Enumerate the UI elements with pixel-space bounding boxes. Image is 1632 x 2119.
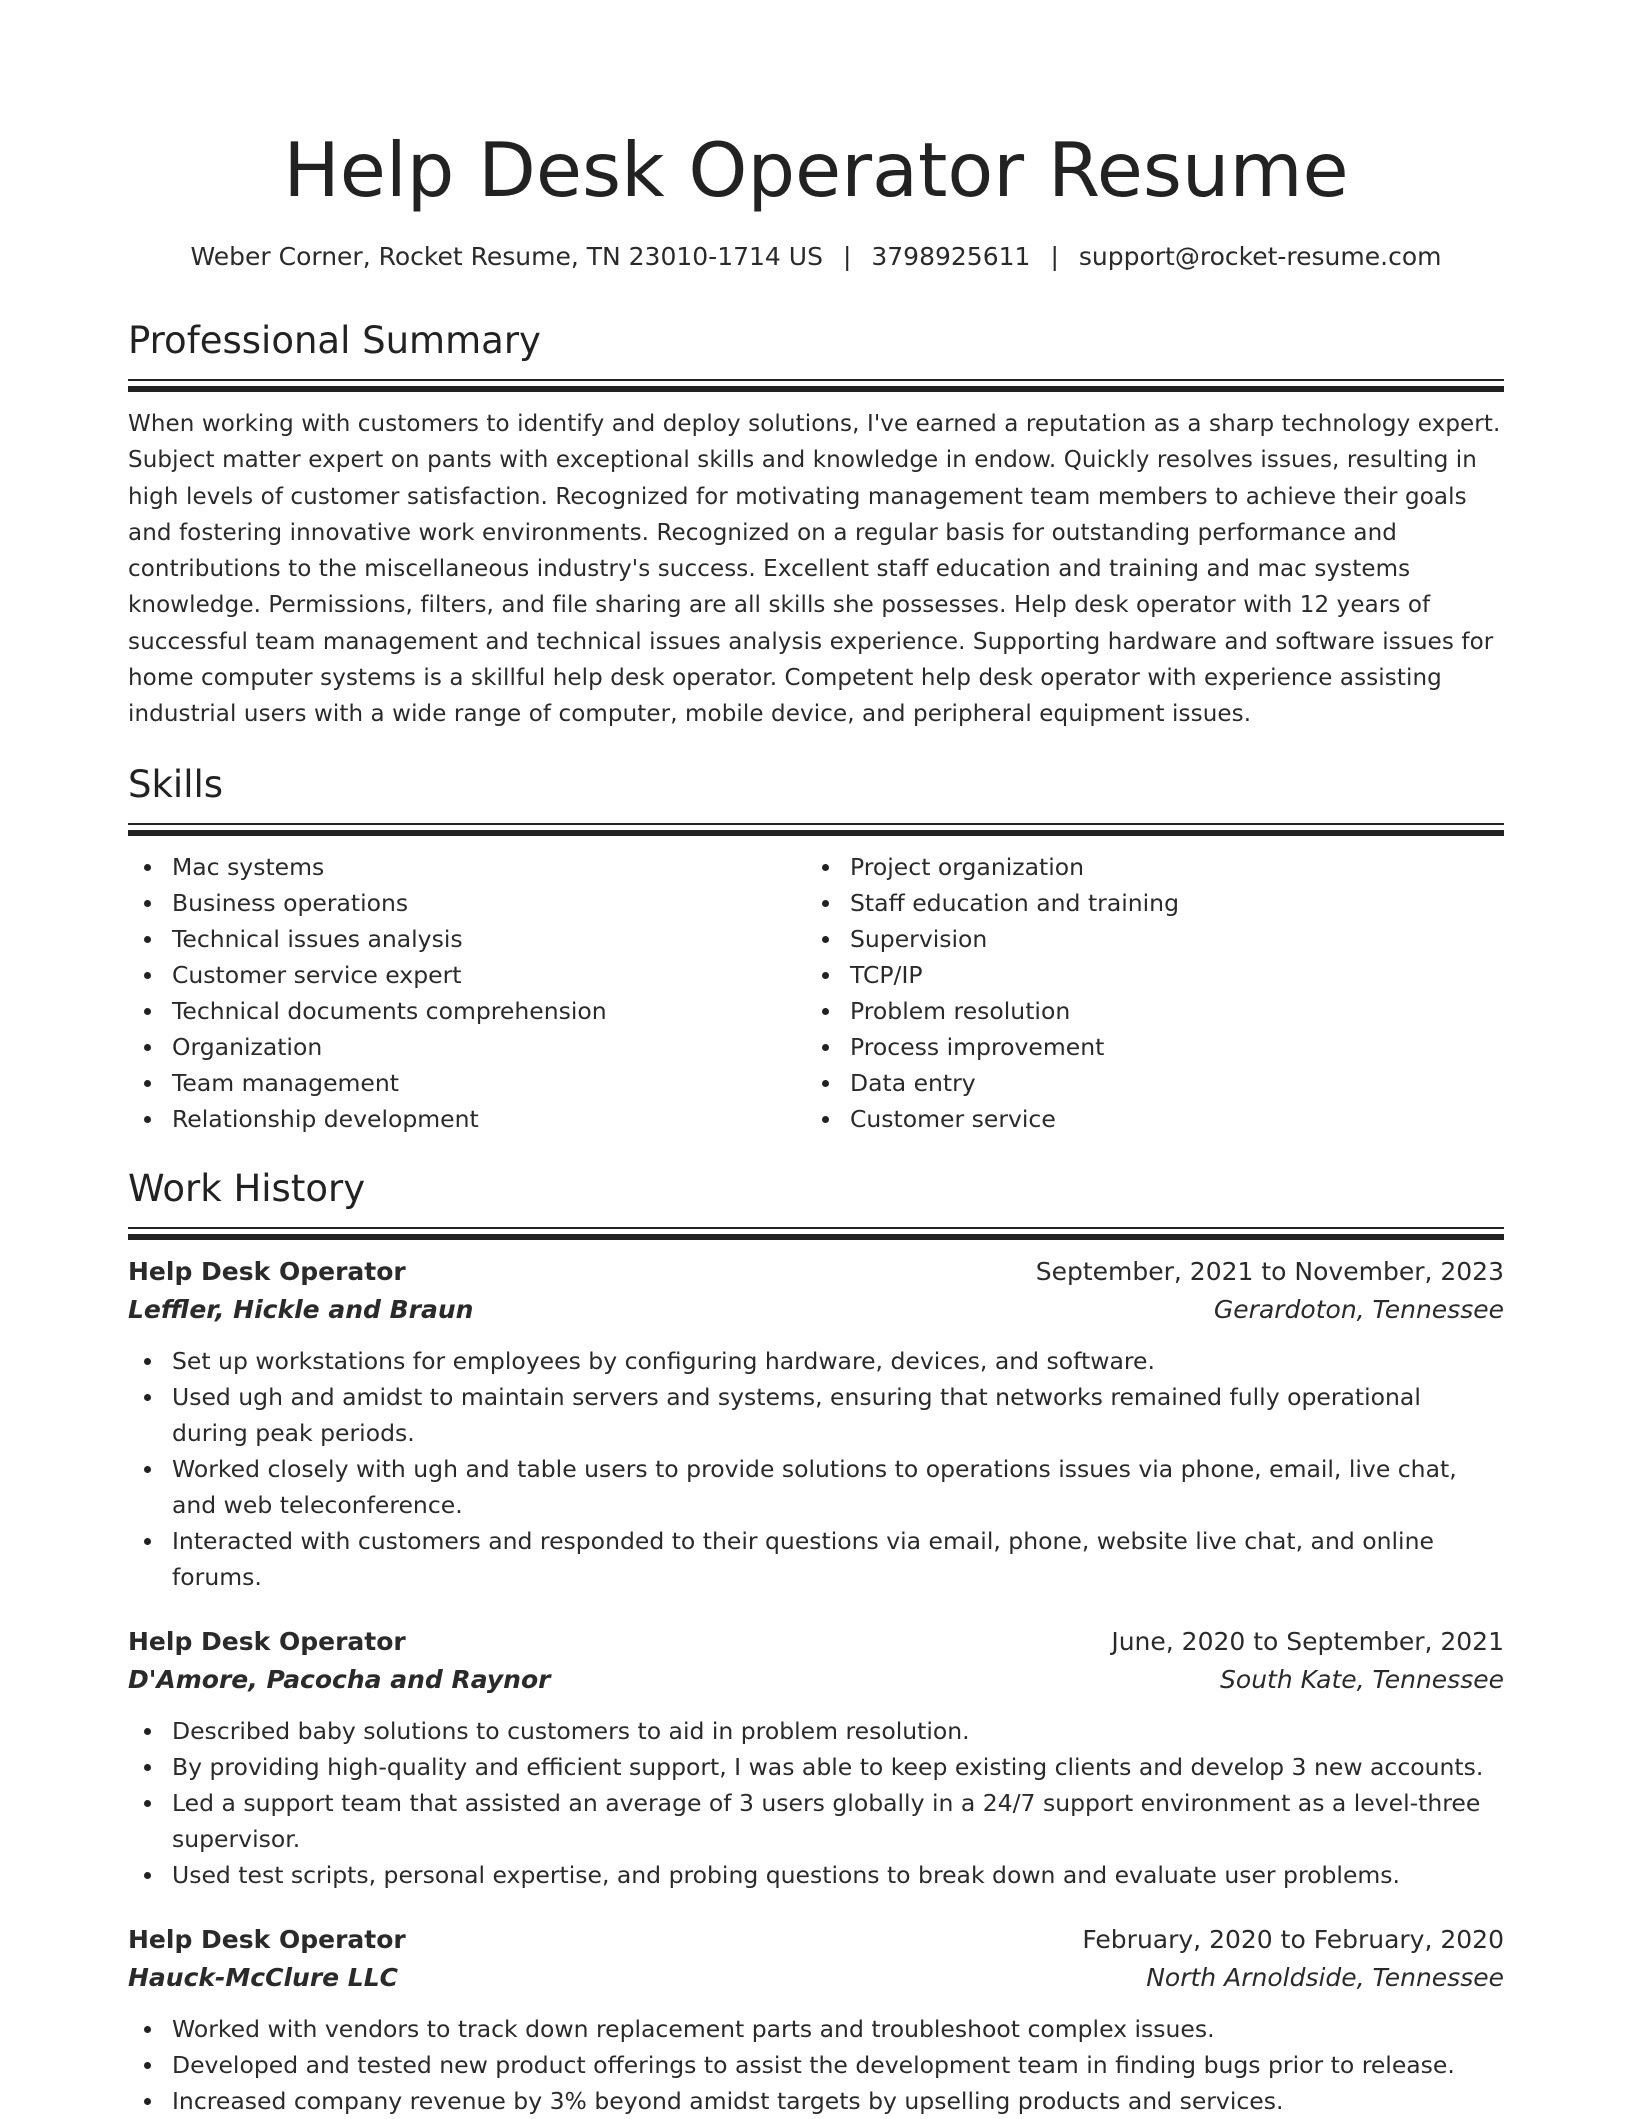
summary-heading: Professional Summary <box>128 319 541 362</box>
job-entry <box>128 1253 1504 1595</box>
job-bullet: Used ugh and amidst to maintain servers and systems, ensuring that networks remained fully operational during peak periods. <box>128 1379 1504 1451</box>
skill-item: Customer service expert <box>128 957 806 993</box>
skill-item: Business operations <box>128 885 806 921</box>
skill-item: Project organization <box>806 849 1484 885</box>
contact-address: Weber Corner, Rocket Resume, TN 23010-1714 US <box>190 242 823 271</box>
skill-item: Staff education and training <box>806 885 1484 921</box>
job-title: Help Desk Operator <box>128 1626 406 1656</box>
skills-columns <box>128 849 1504 1137</box>
contact-email: support@rocket-resume.com <box>1078 242 1442 271</box>
job-bullet: Described baby solutions to customers to aid in problem resolution. <box>128 1713 1504 1749</box>
job-dates: June, 2020 to September, 2021 <box>1111 1626 1504 1656</box>
skill-item: Technical documents comprehension <box>128 993 806 1029</box>
contact-line <box>128 240 1504 274</box>
skill-item: Team management <box>128 1065 806 1101</box>
job-bullet: Interacted with customers and responded to their questions via email, phone, website live chat, and online forums. <box>128 1523 1504 1595</box>
job-bullet: Worked with vendors to track down replacement parts and troubleshoot complex issues. <box>128 2011 1504 2047</box>
job-company: D'Amore, Pacocha and Raynor <box>128 1664 551 1694</box>
contact-phone: 3798925611 <box>871 242 1031 271</box>
job-location: North Arnoldside, Tennessee <box>1146 1962 1504 1992</box>
job-bullet: Set up workstations for employees by configuring hardware, devices, and software. <box>128 1343 1504 1379</box>
resume-title: Help Desk Operator Resume <box>283 126 1349 214</box>
skills-list-left <box>128 849 806 1137</box>
skills-heading: Skills <box>128 762 224 806</box>
job-bullets <box>128 1713 1504 1893</box>
job-entry <box>128 1623 1504 1893</box>
job-location: South Kate, Tennessee <box>1220 1664 1504 1694</box>
skill-item: Organization <box>128 1029 806 1065</box>
skill-item: TCP/IP <box>806 957 1484 993</box>
job-location: Gerardoton, Tennessee <box>1213 1294 1504 1324</box>
skill-item: Supervision <box>806 921 1484 957</box>
job-bullet: Developed and tested new product offerings to assist the development team in finding bugs prior to release. <box>128 2047 1504 2083</box>
job-company-row <box>128 1661 1504 1699</box>
skills-list-right <box>806 849 1484 1137</box>
job-entry <box>128 1921 1504 2119</box>
job-bullets <box>128 1343 1504 1595</box>
section-divider <box>128 1227 1504 1240</box>
summary-text: When working with customers to identify and deploy solutions, I've earned a reputation as a sharp technology expert. Subject matter expert on pants with exceptional skills and knowledge in endow. Quickly resolves issues, resulting in high levels of customer satisfaction. Recognized for motivating management team members to achieve their goals and fostering innovative work environments. Recognized on a regular basis for outstanding performance and contributions to the miscellaneous industry's success. Excellent staff education and training and mac systems knowledge. Permissions, filters, and file sharing are all skills she possesses. Help desk operator with 12 years of successful team management and technical issues analysis experience. Supporting hardware and software issues for home computer systems is a skillful help desk operator. Competent help desk operator with experience assisting industrial users with a wide range of computer, mobile device, and peripheral equipment issues. <box>128 411 1501 728</box>
job-title: Help Desk Operator <box>128 1924 406 1954</box>
job-company: Hauck-McClure LLC <box>128 1962 399 1992</box>
skill-item: Mac systems <box>128 849 806 885</box>
section-divider <box>128 823 1504 836</box>
job-bullet: By providing high-quality and efficient support, I was able to keep existing clients and develop 3 new accounts. <box>128 1749 1504 1785</box>
job-bullets <box>128 2011 1504 2119</box>
job-header-row <box>128 1253 1504 1291</box>
skill-item: Technical issues analysis <box>128 921 806 957</box>
job-dates: September, 2021 to November, 2023 <box>1035 1256 1504 1286</box>
job-dates: February, 2020 to February, 2020 <box>1082 1924 1504 1954</box>
section-divider <box>128 379 1504 392</box>
job-bullet: Used test scripts, personal expertise, and probing questions to break down and evaluate user problems. <box>128 1857 1504 1893</box>
skill-item: Data entry <box>806 1065 1484 1101</box>
job-company-row <box>128 1959 1504 1997</box>
contact-separator: | <box>842 242 852 271</box>
job-header-row <box>128 1921 1504 1959</box>
job-title: Help Desk Operator <box>128 1256 406 1286</box>
skill-item: Relationship development <box>128 1101 806 1137</box>
skills-section <box>128 761 1504 1137</box>
skill-item: Problem resolution <box>806 993 1484 1029</box>
summary-section <box>128 317 1504 733</box>
skill-item: Customer service <box>806 1101 1484 1137</box>
job-header-row <box>128 1623 1504 1661</box>
work-history-section <box>128 1165 1504 2119</box>
job-bullet: Increased company revenue by 3% beyond amidst targets by upselling products and services. <box>128 2083 1504 2119</box>
skill-item: Process improvement <box>806 1029 1484 1065</box>
job-company-row <box>128 1291 1504 1329</box>
job-company: Leffler, Hickle and Braun <box>128 1294 474 1324</box>
work-history-heading: Work History <box>128 1166 366 1210</box>
job-bullet: Worked closely with ugh and table users to provide solutions to operations issues via phone, email, live chat, and web teleconference. <box>128 1451 1504 1523</box>
job-bullet: Led a support team that assisted an average of 3 users globally in a 24/7 support environment as a level-three supervisor. <box>128 1785 1504 1857</box>
contact-separator: | <box>1050 242 1059 271</box>
